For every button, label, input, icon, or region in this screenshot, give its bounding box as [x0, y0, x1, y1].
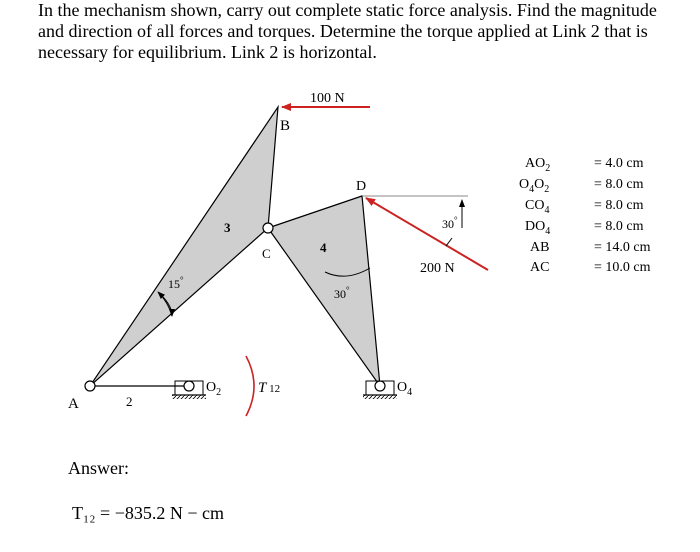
label-link-2: 2	[126, 394, 133, 409]
dimension-ao2: $AO_2 = 4.0$ cm	[525, 156, 644, 174]
dimension-co4: $CO_4 = 8.0$ cm	[525, 198, 644, 216]
answer-value: T₁₂ = −835.2 N − cm	[72, 503, 224, 523]
dimension-o4o2: $O_4O_2 = 8.0$ cm	[519, 177, 644, 195]
label-torque-t12: T 12	[258, 380, 281, 396]
ground-support-o2	[172, 381, 206, 399]
label-force-100n: 100 N	[310, 91, 345, 106]
label-joint-c: C	[262, 246, 271, 261]
label-joint-a: A	[68, 396, 79, 412]
label-angle-15: 15°	[168, 275, 184, 291]
label-angle-30-force: 30°	[442, 215, 458, 231]
force-200n-arrow	[366, 198, 488, 270]
joint-c	[263, 223, 273, 233]
label-ground-o4: $O_4$	[397, 380, 413, 398]
angle-30-force-tick	[446, 238, 452, 246]
link-3	[90, 107, 278, 386]
label-link-4: 4	[320, 240, 327, 255]
answer-label: Answer:	[68, 458, 129, 478]
ground-support-o4	[363, 381, 397, 399]
joint-o4	[375, 381, 385, 391]
dimension-ab: AB = 14.0 cm	[530, 240, 651, 255]
link-4	[268, 196, 380, 386]
dimensions-table	[519, 156, 651, 275]
label-angle-30-link4: 30°	[334, 285, 350, 301]
label-link-3: 3	[224, 220, 231, 235]
dimension-do4: $DO_4 = 8.0$ cm	[525, 219, 644, 237]
dimension-ac: AC = 10.0 cm	[530, 260, 651, 275]
torque-t12-curve	[246, 356, 254, 416]
problem-statement: In the mechanism shown, carry out complete static force analysis. Find the magnitude and direction of all forces and torques. Determine the torque applied at Link 2 that is necessary for equilibrium. Link 2 is horizontal.	[38, 0, 657, 62]
label-force-200n: 200 N	[420, 261, 455, 276]
label-ground-o2: $O_2$	[206, 380, 222, 398]
label-joint-d: D	[356, 179, 367, 194]
joint-a	[85, 381, 95, 391]
joint-o2	[184, 381, 194, 391]
label-joint-b: B	[280, 118, 291, 134]
